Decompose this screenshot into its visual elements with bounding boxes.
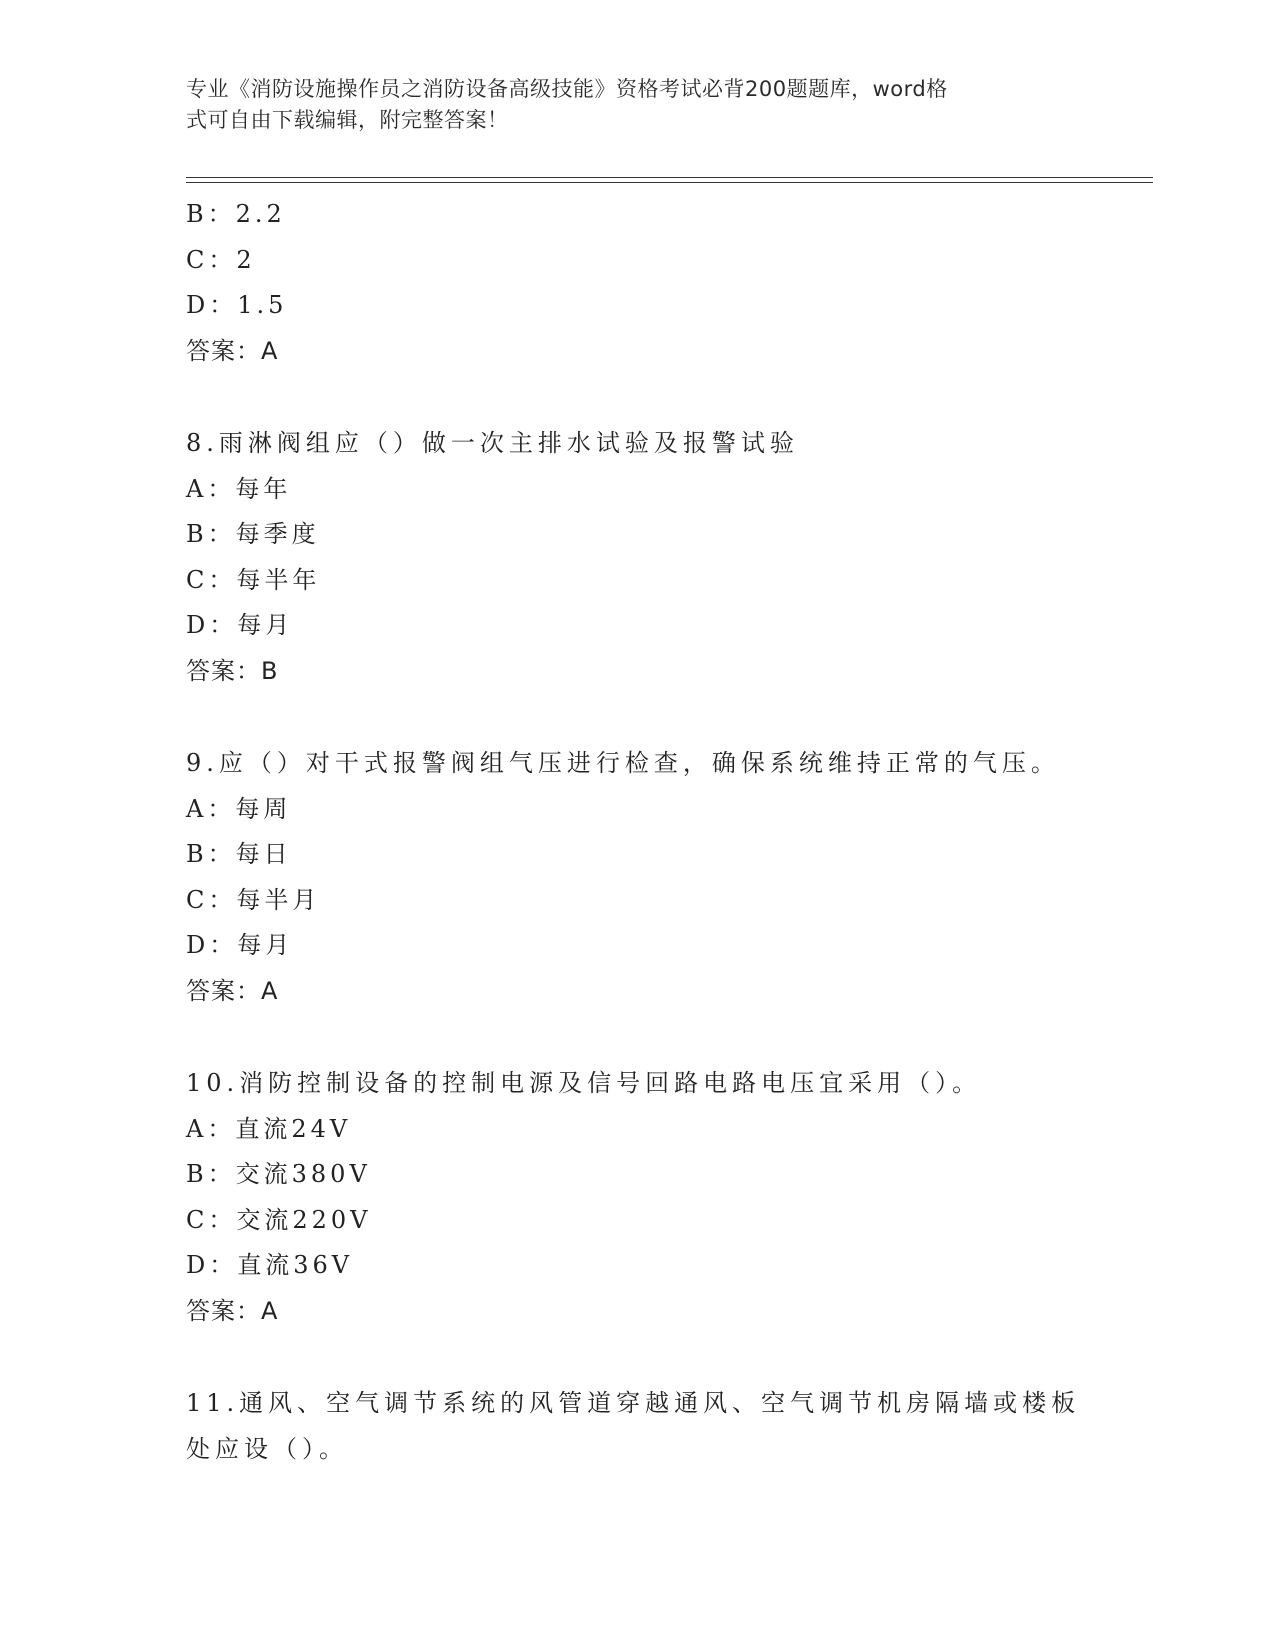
- header-line-1: 专业《消防设施操作员之消防设备高级技能》资格考试必背200题题库，word格: [186, 77, 948, 101]
- document-header: [186, 74, 1066, 136]
- option-c: C：每半年: [186, 565, 321, 594]
- question-10: [186, 1061, 1153, 1334]
- option-a: A：直流24V: [186, 1114, 352, 1143]
- question-11: [186, 1381, 1153, 1472]
- answer-line: 答案：B: [186, 656, 279, 685]
- question-text-line-2: 处应设（）。: [186, 1434, 348, 1463]
- option-d: D：1.5: [186, 291, 288, 319]
- question-8: [186, 421, 1153, 694]
- spacer: [186, 374, 1153, 421]
- option-a: A：每周: [186, 794, 292, 823]
- question-text-line-1: 11.通风、空气调节系统的风管道穿越通风、空气调节机房隔墙或楼板: [186, 1389, 1081, 1417]
- question-text: 8.雨淋阀组应（）做一次主排水试验及报警试验: [186, 429, 799, 457]
- question-9: [186, 741, 1153, 1014]
- header-rule-bottom: [186, 182, 1153, 183]
- answer-line: 答案：A: [186, 336, 279, 365]
- question-text: 9.应（）对干式报警阀组气压进行检查，确保系统维持正常的气压。: [186, 749, 1060, 777]
- question-list: [186, 192, 1153, 1472]
- spacer: [186, 1334, 1153, 1381]
- option-b: B：每季度: [186, 520, 320, 548]
- question-7-continued: [186, 192, 1153, 374]
- question-text: 10.消防控制设备的控制电源及信号回路电路电压宜采用（）。: [186, 1069, 982, 1097]
- option-d: D：直流36V: [186, 1251, 354, 1279]
- option-a: A：每年: [186, 474, 292, 503]
- answer-line: 答案：A: [186, 976, 279, 1005]
- option-c: C：每半月: [186, 885, 321, 914]
- option-d: D：每月: [186, 611, 294, 639]
- option-d: D：每月: [186, 931, 294, 959]
- header-rule-top: [186, 177, 1153, 178]
- answer-line: 答案：A: [186, 1296, 279, 1325]
- header-line-2: 式可自由下载编辑，附完整答案！: [186, 108, 509, 132]
- option-b: B：2.2: [186, 200, 286, 228]
- option-b: B：交流380V: [186, 1160, 371, 1188]
- spacer: [186, 694, 1153, 741]
- option-b: B：每日: [186, 840, 292, 868]
- option-c: C：2: [186, 245, 256, 274]
- option-c: C：交流220V: [186, 1205, 372, 1234]
- spacer: [186, 1014, 1153, 1061]
